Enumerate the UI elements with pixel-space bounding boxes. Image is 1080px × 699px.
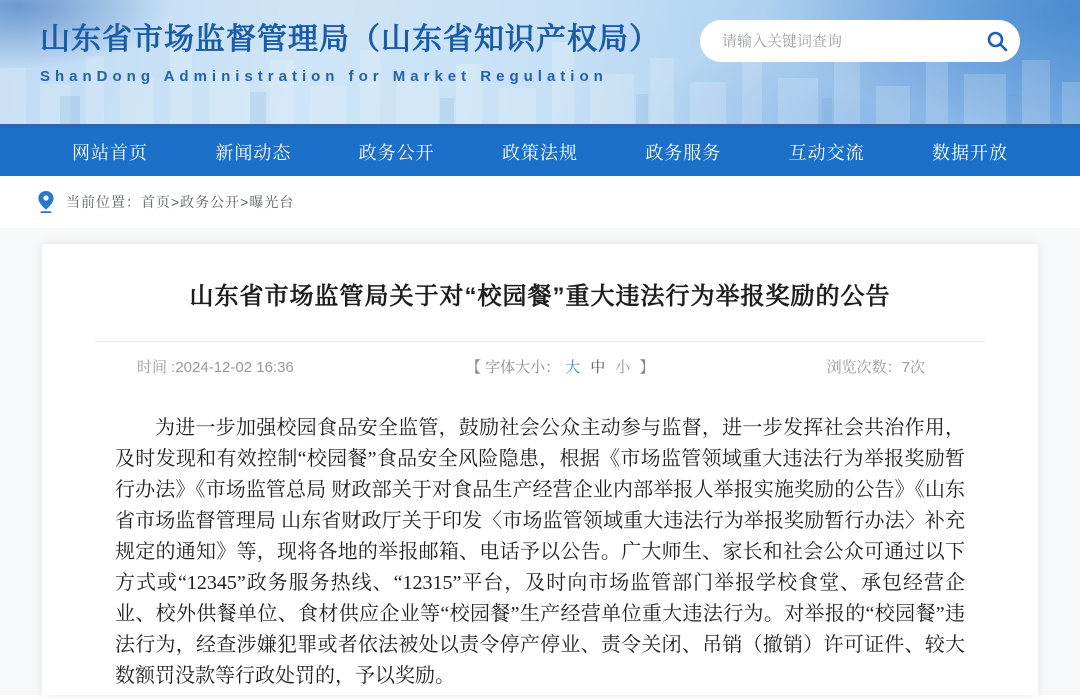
- breadcrumb-label: 当前位置：: [66, 194, 141, 210]
- view-count-label: 浏览次数：: [826, 359, 902, 376]
- article-body-paragraph: 为进一步加强校园食品安全监管，鼓励社会公众主动参与监督，进一步发挥社会共治作用，及时发现和有效控制“校园餐”食品安全风险隐患，根据《市场监管领域重大违法行为举报奖励暂行办法》《市场监管总局 财政部关于对食品生产经营企业内部举报人举报实施奖励的公告》《山东省市场监督管理局 山东省财政厅关于印发〈市场监管领域重大违法行为举报奖励暂行办法〉补充规定的通知》等，现将各地的举报邮箱、电话予以公告。广大师生、家长和社会公众可通过以下方式或“12345”政务服务热线、“12315”平台，及时向市场监管部门举报学校食堂、承包经营企业、校外供餐单位、食材供应企业等“校园餐”生产经营单位重大违法行为。对举报的“校园餐”违法行为，经查涉嫌犯罪或者依法被处以责令停产停业、责令关闭、吊销（撤销）许可证件、较大数额罚没款等行政处罚的，予以奖励。: [115, 417, 965, 687]
- font-size-widget: [466, 356, 654, 377]
- nav-item-policy[interactable]: 政策法规: [501, 143, 578, 163]
- nav-item-news[interactable]: 新闻动态: [215, 143, 292, 163]
- nav-item-services[interactable]: 政务服务: [645, 143, 722, 163]
- nav-item-home[interactable]: 网站首页: [72, 143, 148, 163]
- main-content: [0, 228, 1080, 695]
- search-button[interactable]: [974, 20, 1020, 62]
- view-count: [827, 356, 925, 377]
- breadcrumb-path[interactable]: 首页>政务公开>曝光台: [141, 194, 295, 210]
- font-size-small-button[interactable]: 小: [615, 359, 631, 376]
- location-pin-icon: [38, 191, 54, 213]
- publish-time-label: 时间 :: [137, 359, 176, 376]
- font-size-bracket-close: 】: [639, 359, 655, 376]
- article-title: 山东省市场监管局关于对“校园餐”重大违法行为举报奖励的公告: [189, 283, 891, 310]
- main-nav: [0, 128, 1080, 176]
- view-count-value: 7次: [901, 359, 925, 376]
- search-icon: [985, 29, 1009, 53]
- breadcrumb: [0, 176, 1080, 228]
- search-box: [700, 20, 1020, 62]
- nav-item-open-data[interactable]: 数据开放: [931, 143, 1008, 163]
- nav-item-gov-open[interactable]: 政务公开: [358, 143, 435, 163]
- publish-time-value: 2024-12-02 16:36: [175, 359, 294, 376]
- site-title: 山东省市场监督管理局（山东省知识产权局）: [40, 23, 660, 56]
- search-input[interactable]: [700, 20, 974, 62]
- article-meta: [95, 341, 985, 377]
- nav-item-interact[interactable]: 互动交流: [788, 143, 865, 163]
- site-subtitle: ShanDong Administration for Market Regulation: [40, 68, 608, 85]
- publish-time: [137, 356, 294, 377]
- font-size-large-button[interactable]: 大: [565, 359, 581, 376]
- site-header: [0, 0, 1080, 128]
- font-size-medium-button[interactable]: 中: [590, 359, 606, 376]
- article-card: [42, 244, 1038, 695]
- font-size-bracket-open: 【: [465, 359, 481, 376]
- font-size-label: 字体大小：: [485, 359, 561, 376]
